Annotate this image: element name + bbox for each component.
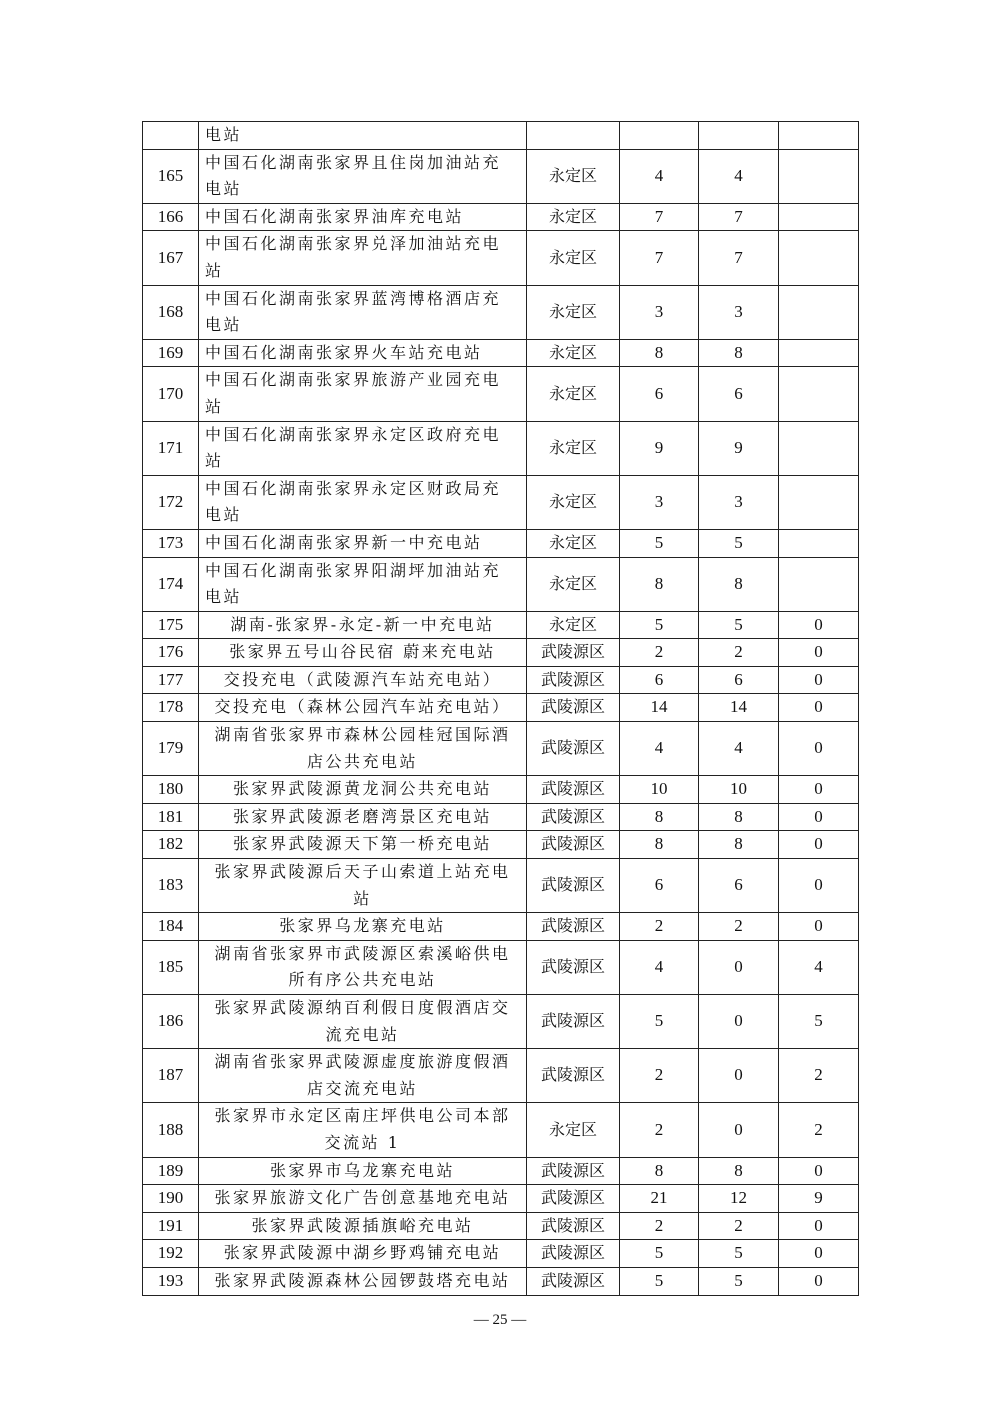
row-number: 176 (143, 639, 199, 667)
station-name: 中国石化湖南张家界新一中充电站 (199, 529, 527, 557)
row-number: 188 (143, 1103, 199, 1157)
row-number: 180 (143, 776, 199, 804)
table-row (143, 803, 859, 831)
district: 武陵源区 (527, 831, 620, 859)
count-b (779, 367, 859, 421)
count-a: 3 (699, 285, 779, 339)
count-a: 7 (699, 203, 779, 231)
table-row (143, 1049, 859, 1103)
total-count: 8 (620, 803, 699, 831)
table-row (143, 1103, 859, 1157)
district: 永定区 (527, 1103, 620, 1157)
table-row (143, 203, 859, 231)
station-name: 湖南省张家界市武陵源区索溪峪供电 所有序公共充电站 (199, 940, 527, 994)
count-a: 9 (699, 421, 779, 475)
total-count: 5 (620, 995, 699, 1049)
count-b (779, 529, 859, 557)
station-name: 中国石化湖南张家界且住岗加油站充 电站 (199, 149, 527, 203)
station-name: 张家界武陵源老磨湾景区充电站 (199, 803, 527, 831)
station-name: 张家界市永定区南庄坪供电公司本部 交流站 1 (199, 1103, 527, 1157)
table-row (143, 1267, 859, 1295)
row-number: 193 (143, 1267, 199, 1295)
count-b: 0 (779, 831, 859, 859)
count-a (699, 122, 779, 150)
district: 永定区 (527, 529, 620, 557)
total-count: 2 (620, 1103, 699, 1157)
count-a: 2 (699, 639, 779, 667)
table-row (143, 285, 859, 339)
table-row (143, 1157, 859, 1185)
table-row (143, 529, 859, 557)
district: 武陵源区 (527, 1049, 620, 1103)
station-name: 中国石化湖南张家界旅游产业园充电 站 (199, 367, 527, 421)
count-b (779, 421, 859, 475)
count-b (779, 149, 859, 203)
row-number: 192 (143, 1240, 199, 1268)
table-row (143, 611, 859, 639)
row-number: 172 (143, 475, 199, 529)
total-count: 21 (620, 1185, 699, 1213)
table-row (143, 776, 859, 804)
count-b (779, 122, 859, 150)
total-count: 2 (620, 1049, 699, 1103)
table-body (143, 122, 859, 1296)
count-a: 0 (699, 1103, 779, 1157)
count-a: 6 (699, 859, 779, 913)
count-a: 10 (699, 776, 779, 804)
count-a: 0 (699, 940, 779, 994)
station-name: 中国石化湖南张家界永定区政府充电 站 (199, 421, 527, 475)
station-name: 张家界武陵源中湖乡野鸡铺充电站 (199, 1240, 527, 1268)
count-b: 0 (779, 694, 859, 722)
table-row (143, 339, 859, 367)
row-number: 181 (143, 803, 199, 831)
count-b (779, 231, 859, 285)
total-count: 6 (620, 367, 699, 421)
district: 武陵源区 (527, 940, 620, 994)
table-row (143, 913, 859, 941)
count-b: 0 (779, 776, 859, 804)
district: 武陵源区 (527, 859, 620, 913)
count-a: 4 (699, 722, 779, 776)
total-count: 8 (620, 557, 699, 611)
count-b: 0 (779, 913, 859, 941)
table-row (143, 831, 859, 859)
row-number: 191 (143, 1212, 199, 1240)
row-number: 189 (143, 1157, 199, 1185)
total-count: 3 (620, 475, 699, 529)
total-count: 5 (620, 1267, 699, 1295)
district: 永定区 (527, 611, 620, 639)
row-number: 166 (143, 203, 199, 231)
district: 永定区 (527, 421, 620, 475)
count-a: 8 (699, 831, 779, 859)
row-number: 175 (143, 611, 199, 639)
total-count: 2 (620, 639, 699, 667)
total-count: 5 (620, 611, 699, 639)
station-name: 交投充电（森林公园汽车站充电站） (199, 694, 527, 722)
row-number: 182 (143, 831, 199, 859)
count-a: 0 (699, 995, 779, 1049)
district: 武陵源区 (527, 666, 620, 694)
station-name: 湖南省张家界武陵源虚度旅游度假酒 店交流充电站 (199, 1049, 527, 1103)
count-b: 0 (779, 1267, 859, 1295)
table-row (143, 367, 859, 421)
count-b: 5 (779, 995, 859, 1049)
count-a: 6 (699, 367, 779, 421)
count-a: 6 (699, 666, 779, 694)
count-a: 12 (699, 1185, 779, 1213)
total-count: 6 (620, 666, 699, 694)
count-a: 2 (699, 1212, 779, 1240)
district: 武陵源区 (527, 1157, 620, 1185)
total-count: 7 (620, 203, 699, 231)
row-number: 184 (143, 913, 199, 941)
table-row (143, 995, 859, 1049)
count-b: 0 (779, 1212, 859, 1240)
row-number: 177 (143, 666, 199, 694)
district: 永定区 (527, 203, 620, 231)
table-row (143, 859, 859, 913)
table-row (143, 1212, 859, 1240)
count-b (779, 557, 859, 611)
station-name: 张家界武陵源纳百利假日度假酒店交 流充电站 (199, 995, 527, 1049)
district: 永定区 (527, 367, 620, 421)
total-count: 8 (620, 339, 699, 367)
district: 武陵源区 (527, 1212, 620, 1240)
charging-station-table (142, 121, 859, 1296)
count-b: 0 (779, 803, 859, 831)
district: 永定区 (527, 557, 620, 611)
station-name: 张家界市乌龙寨充电站 (199, 1157, 527, 1185)
count-a: 2 (699, 913, 779, 941)
station-name: 中国石化湖南张家界永定区财政局充 电站 (199, 475, 527, 529)
district: 武陵源区 (527, 1240, 620, 1268)
count-a: 7 (699, 231, 779, 285)
total-count: 8 (620, 1157, 699, 1185)
total-count: 9 (620, 421, 699, 475)
station-name: 张家界旅游文化广告创意基地充电站 (199, 1185, 527, 1213)
count-b: 2 (779, 1103, 859, 1157)
district: 武陵源区 (527, 776, 620, 804)
district: 武陵源区 (527, 694, 620, 722)
table-row (143, 666, 859, 694)
count-b: 0 (779, 722, 859, 776)
row-number: 170 (143, 367, 199, 421)
count-b: 2 (779, 1049, 859, 1103)
count-a: 8 (699, 803, 779, 831)
total-count: 6 (620, 859, 699, 913)
count-b: 9 (779, 1185, 859, 1213)
row-number: 174 (143, 557, 199, 611)
row-number: 178 (143, 694, 199, 722)
district: 永定区 (527, 149, 620, 203)
district: 武陵源区 (527, 803, 620, 831)
total-count: 10 (620, 776, 699, 804)
count-a: 8 (699, 557, 779, 611)
row-number: 185 (143, 940, 199, 994)
page-number: — 25 — (473, 1312, 527, 1328)
station-name: 张家界武陵源后天子山索道上站充电 站 (199, 859, 527, 913)
table-row (143, 1240, 859, 1268)
total-count: 2 (620, 1212, 699, 1240)
total-count: 2 (620, 913, 699, 941)
row-number: 186 (143, 995, 199, 1049)
district (527, 122, 620, 150)
count-b (779, 339, 859, 367)
total-count (620, 122, 699, 150)
total-count: 3 (620, 285, 699, 339)
station-name: 中国石化湖南张家界兑泽加油站充电 站 (199, 231, 527, 285)
total-count: 4 (620, 722, 699, 776)
station-name: 湖南-张家界-永定-新一中充电站 (199, 611, 527, 639)
total-count: 8 (620, 831, 699, 859)
table-row (143, 1185, 859, 1213)
table-row (143, 231, 859, 285)
row-number: 168 (143, 285, 199, 339)
count-a: 5 (699, 611, 779, 639)
district: 武陵源区 (527, 1185, 620, 1213)
row-number: 187 (143, 1049, 199, 1103)
row-number: 190 (143, 1185, 199, 1213)
district: 永定区 (527, 231, 620, 285)
count-a: 5 (699, 529, 779, 557)
count-a: 3 (699, 475, 779, 529)
count-b: 0 (779, 666, 859, 694)
count-b: 0 (779, 611, 859, 639)
row-number: 171 (143, 421, 199, 475)
district: 武陵源区 (527, 639, 620, 667)
table-row (143, 122, 859, 150)
count-b (779, 475, 859, 529)
station-name: 中国石化湖南张家界阳湖坪加油站充 电站 (199, 557, 527, 611)
total-count: 7 (620, 231, 699, 285)
district: 永定区 (527, 475, 620, 529)
count-b: 0 (779, 1157, 859, 1185)
table-row (143, 149, 859, 203)
count-b: 0 (779, 1240, 859, 1268)
row-number: 179 (143, 722, 199, 776)
station-name: 中国石化湖南张家界油库充电站 (199, 203, 527, 231)
table-row (143, 421, 859, 475)
count-a: 14 (699, 694, 779, 722)
row-number (143, 122, 199, 150)
district: 武陵源区 (527, 722, 620, 776)
station-name: 张家界武陵源插旗峪充电站 (199, 1212, 527, 1240)
district: 武陵源区 (527, 995, 620, 1049)
count-b (779, 285, 859, 339)
row-number: 183 (143, 859, 199, 913)
station-name: 张家界武陵源天下第一桥充电站 (199, 831, 527, 859)
table-row (143, 475, 859, 529)
district: 永定区 (527, 339, 620, 367)
row-number: 173 (143, 529, 199, 557)
count-a: 4 (699, 149, 779, 203)
station-name: 张家界武陵源森林公园锣鼓塔充电站 (199, 1267, 527, 1295)
table-row (143, 940, 859, 994)
row-number: 167 (143, 231, 199, 285)
total-count: 14 (620, 694, 699, 722)
total-count: 5 (620, 529, 699, 557)
station-name: 交投充电（武陵源汽车站充电站） (199, 666, 527, 694)
total-count: 4 (620, 940, 699, 994)
district: 武陵源区 (527, 1267, 620, 1295)
station-name: 湖南省张家界市森林公园桂冠国际酒 店公共充电站 (199, 722, 527, 776)
count-b: 0 (779, 859, 859, 913)
station-name: 中国石化湖南张家界蓝湾博格酒店充 电站 (199, 285, 527, 339)
total-count: 5 (620, 1240, 699, 1268)
table-row (143, 557, 859, 611)
station-name: 中国石化湖南张家界火车站充电站 (199, 339, 527, 367)
count-b (779, 203, 859, 231)
station-name: 张家界乌龙寨充电站 (199, 913, 527, 941)
station-name: 张家界武陵源黄龙洞公共充电站 (199, 776, 527, 804)
count-b: 0 (779, 639, 859, 667)
district: 永定区 (527, 285, 620, 339)
station-name: 电站 (199, 122, 527, 150)
table-row (143, 639, 859, 667)
count-b: 4 (779, 940, 859, 994)
total-count: 4 (620, 149, 699, 203)
count-a: 5 (699, 1267, 779, 1295)
count-a: 5 (699, 1240, 779, 1268)
table-row (143, 694, 859, 722)
station-name: 张家界五号山谷民宿 蔚来充电站 (199, 639, 527, 667)
district: 武陵源区 (527, 913, 620, 941)
table-row (143, 722, 859, 776)
count-a: 8 (699, 1157, 779, 1185)
count-a: 8 (699, 339, 779, 367)
row-number: 169 (143, 339, 199, 367)
row-number: 165 (143, 149, 199, 203)
count-a: 0 (699, 1049, 779, 1103)
